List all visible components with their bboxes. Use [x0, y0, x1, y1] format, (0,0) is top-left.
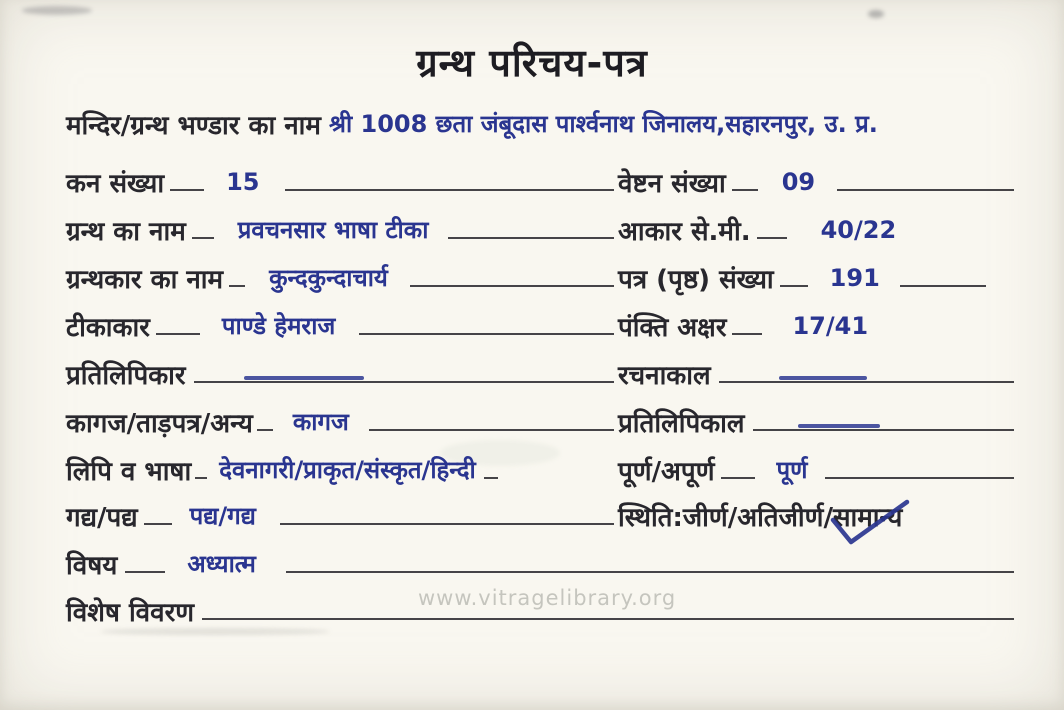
- pratilipikaal-label: प्रतिलिपिकाल: [618, 408, 745, 439]
- field-aakar-cm: [614, 215, 1014, 248]
- veshtan-sankhya-label: वेष्टन संख्या: [618, 168, 726, 199]
- form-line: [286, 571, 1014, 573]
- form-line: [721, 477, 755, 479]
- patra-sankhya-label: पत्र (पृष्ठ) संख्या: [618, 264, 774, 295]
- field-veshtan-sankhya: [614, 167, 1014, 200]
- field-lipi-bhasha: [66, 455, 614, 488]
- form-line: [280, 523, 614, 525]
- tikakar-label: टीकाकार: [66, 312, 150, 343]
- form-line: [257, 429, 273, 431]
- kagaj-material-label: कागज/ताड़पत्र/अन्य: [66, 408, 253, 439]
- form-line: [285, 189, 614, 191]
- pratilipikar-label: प्रतिलिपिकार: [66, 360, 186, 391]
- lipi-bhasha-value: देवनागरी/प्राकृत/संस्कृत/हिन्दी: [219, 455, 476, 484]
- purna-apurna-label: पूर्ण/अपूर्ण: [618, 456, 715, 487]
- pratilipikar-blank-dash-mark: [244, 376, 364, 380]
- row-vishay: [66, 540, 1014, 582]
- form-line: [192, 237, 214, 239]
- gadya-padya-label: गद्य/पद्य: [66, 502, 138, 533]
- field-kan-sankhya: [66, 167, 614, 200]
- form-line: [753, 429, 1014, 431]
- granthkar-name-value: कुन्दकुन्दाचार्य: [269, 263, 388, 292]
- watermark-text: www.vitragelibrary.org: [418, 586, 677, 610]
- page-title: ग्रन्थ परिचय-पत्र: [416, 41, 648, 85]
- field-gadya-padya: [66, 501, 614, 534]
- purna-apurna-value: पूर्ण: [776, 455, 808, 484]
- granthkar-name-label: ग्रन्थकार का नाम: [66, 264, 224, 295]
- row-pratilipikar-rachnakal: [66, 350, 1014, 392]
- rachnakal-blank-dash-mark: [779, 376, 867, 380]
- field-rachnakal: [614, 360, 1014, 393]
- form-line: [757, 237, 787, 239]
- row-bhandar-name: [66, 100, 1014, 142]
- form-line: [410, 285, 614, 287]
- granth-name-value: प्रवचनसार भाषा टीका: [237, 215, 429, 244]
- rachnakal-label: रचनाकाल: [618, 360, 711, 391]
- field-purna-apurna: [614, 455, 1014, 488]
- vishay-label: विषय: [66, 550, 118, 581]
- form-line: [448, 237, 614, 239]
- row-lipi-purna: [66, 446, 1014, 488]
- vishay-value: अध्यात्म: [187, 549, 256, 578]
- form-line: [144, 523, 172, 525]
- form-line: [732, 189, 758, 191]
- form-line: [732, 333, 762, 335]
- field-granth-name: [66, 215, 614, 248]
- row-author-pages: [66, 254, 1014, 296]
- row-name-size: [66, 206, 1014, 248]
- tikakar-value: पाण्डे हेमराज: [221, 311, 336, 340]
- kan-sankhya-label: कन संख्या: [66, 168, 165, 199]
- gadya-padya-value: पद्य/गद्य: [189, 501, 256, 530]
- pankti-akshar-value: 17/41: [792, 311, 869, 340]
- kagaj-material-value: कागज: [292, 407, 349, 436]
- form-line: [194, 381, 614, 383]
- patra-sankhya-value: 191: [829, 263, 880, 292]
- row-kan-veshtan: [66, 158, 1014, 200]
- pankti-akshar-label: पंक्ति अक्षर: [618, 312, 727, 343]
- granth-name-label: ग्रन्थ का नाम: [66, 216, 186, 247]
- form-line: [780, 285, 808, 287]
- row-kagaj-pratilipikaal: [66, 398, 1014, 440]
- form-line: [359, 333, 614, 335]
- sthiti-label-samanya: [833, 502, 902, 535]
- scan-smudge: [22, 6, 92, 15]
- bhandar-name-label: मन्दिर/ग्रन्थ भण्डार का नाम: [66, 110, 321, 141]
- field-pratilipikar: [66, 360, 614, 393]
- row-tikakar-pankti: [66, 302, 1014, 344]
- field-kagaj-material: [66, 407, 614, 440]
- aakar-cm-label: आकार से.मी.: [618, 216, 751, 247]
- form-line: [837, 189, 1014, 191]
- form-line: [825, 477, 1014, 479]
- aakar-cm-value: 40/22: [820, 215, 897, 244]
- form-line: [195, 477, 207, 479]
- veshtan-sankhya-value: 09: [781, 167, 816, 196]
- form-line: [484, 477, 498, 479]
- form-line: [156, 333, 200, 335]
- form-line: [719, 381, 1014, 383]
- sthiti-samanya-text: सामान्य: [832, 502, 903, 533]
- kan-sankhya-value: 15: [226, 167, 260, 196]
- scan-smudge: [868, 10, 884, 18]
- form-line: [125, 571, 165, 573]
- vishesh-vivaran-label: विशेष विवरण: [66, 597, 195, 628]
- form-line: [900, 285, 986, 287]
- pratilipikaal-blank-dash-mark: [798, 424, 880, 428]
- field-sthiti: [614, 502, 1014, 535]
- bhandar-name-value: श्री 1008 छता जंबूदास पार्श्वनाथ जिनालय,सहारनपुर, उ. प्र.: [328, 109, 878, 138]
- field-pankti-akshar: [614, 311, 1014, 344]
- form-line: [170, 189, 204, 191]
- lipi-bhasha-label: लिपि व भाषा: [66, 456, 192, 487]
- form-line: [202, 618, 1014, 620]
- row-gadya-sthiti: [66, 492, 1014, 534]
- form-line: [229, 285, 245, 287]
- field-tikakar: [66, 311, 614, 344]
- form-line: [369, 429, 614, 431]
- sthiti-label-prefix: स्थिति:जीर्ण/अतिजीर्ण/: [618, 502, 833, 533]
- field-granthkar-name: [66, 263, 614, 296]
- field-patra-sankhya: [614, 263, 1014, 296]
- field-pratilipikaal: [614, 408, 1014, 441]
- scan-smudge: [100, 628, 330, 635]
